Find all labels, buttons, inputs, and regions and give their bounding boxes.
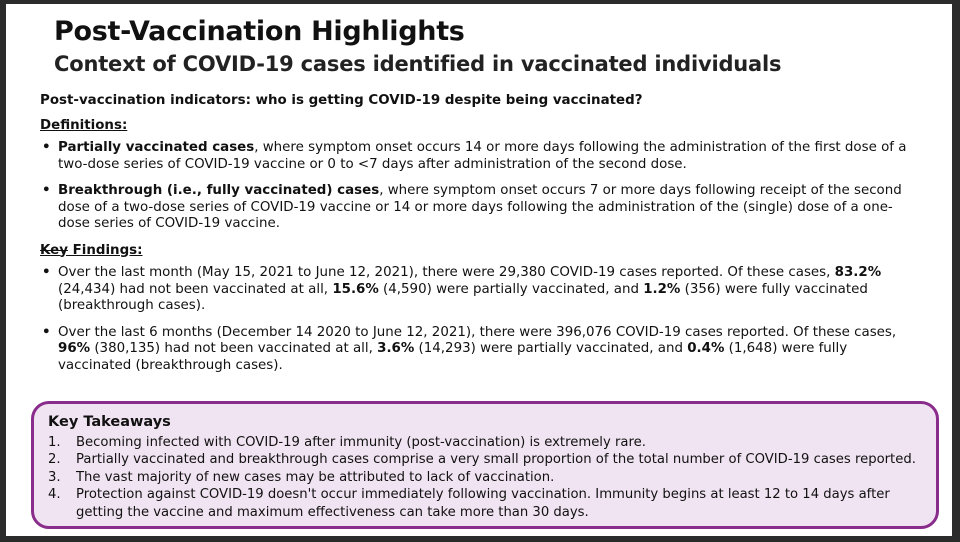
finding-percent: 15.6%: [332, 281, 379, 297]
item-number: 4.: [48, 487, 61, 502]
findings-list: [40, 265, 920, 374]
finding-percent: 83.2%: [834, 265, 882, 280]
main-content: [40, 93, 920, 384]
takeaways-list: [48, 434, 922, 522]
definitions-heading: Definitions:: [40, 117, 128, 133]
takeaway-text: Protection against COVID-19 doesn't occur immediately following vaccination. Immunity begins at least 12 to 14 days after getting the vaccine and maximum effectiveness can take more than 30 days.: [76, 487, 890, 520]
finding-text: (24,434) had not been vaccinated at all,: [58, 281, 333, 297]
definition-term: Breakthrough (i.e., fully vaccinated) cases: [58, 183, 380, 198]
item-number: 1.: [48, 434, 61, 450]
list-item: [48, 434, 922, 452]
definitions-list: [40, 140, 920, 233]
item-number: 3.: [48, 469, 61, 485]
takeaways-heading: Key Takeaways: [48, 414, 171, 430]
bullet-icon: •: [42, 265, 51, 280]
finding-percent: 0.4%: [687, 341, 725, 356]
finding-intro: Over the last 6 months (December 14 2020 to June 12, 2021), there were 396,076 COVID-19 cases reported. Of these cases,: [58, 324, 897, 340]
bullet-icon: •: [42, 140, 51, 155]
bullet-icon: •: [42, 183, 51, 198]
list-item: [48, 451, 922, 469]
takeaway-text: Becoming infected with COVID-19 after immunity (post-vaccination) is extremely rare.: [76, 434, 646, 450]
finding-text: (4,590) were partially vaccinated, and: [378, 281, 644, 297]
finding-percent: 3.6%: [377, 341, 415, 356]
finding-text: (1,648) were fully vaccinated (breakthrough cases).: [58, 341, 848, 373]
finding-percent: 1.2%: [643, 281, 681, 297]
slide: [6, 4, 952, 536]
definition-text: , where symptom onset occurs 7 or more days following receipt of the second dose of a two-dose series of COVID-19 vaccine or 14 or more days following the administration of the (single) dose of a one-dose series of COVID-19 vaccine.: [58, 183, 902, 231]
list-item: [40, 183, 920, 233]
finding-percent: 96%: [58, 341, 91, 356]
finding-intro: Over the last month (May 15, 2021 to June 12, 2021), there were 29,380 COVID-19 cases reported. Of these cases,: [58, 265, 835, 280]
page-subtitle: Context of COVID-19 cases identified in vaccinated individuals: [54, 52, 782, 76]
page-title: Post-Vaccination Highlights: [54, 16, 465, 47]
finding-text: (380,135) had not been vaccinated at all,: [90, 341, 378, 356]
list-item: [40, 265, 920, 315]
item-number: 2.: [48, 452, 61, 467]
takeaway-text: Partially vaccinated and breakthrough cases comprise a very small proportion of the total number of COVID-19 cases reported.: [76, 452, 916, 467]
takeaway-text: The vast majority of new cases may be attributed to lack of vaccination.: [76, 469, 555, 485]
definition-term: Partially vaccinated cases: [58, 140, 255, 155]
bullet-icon: •: [42, 324, 51, 340]
key-takeaways-box: [31, 401, 939, 529]
findings-heading-struck: Key: [40, 242, 68, 258]
question-heading: Post-vaccination indicators: who is getting COVID-19 despite being vaccinated?: [40, 93, 643, 108]
finding-text: (14,293) were partially vaccinated, and: [414, 341, 688, 356]
list-item: [40, 140, 920, 173]
findings-heading: [40, 243, 920, 260]
definition-text: , where symptom onset occurs 14 or more days following the administration of the first dose of a two-dose series of COVID-19 vaccine or 0 to <7 days after administration of the second dose.: [58, 140, 907, 172]
list-item: [48, 469, 922, 487]
findings-heading-rest: Findings:: [67, 242, 143, 258]
finding-text: (356) were fully vaccinated (breakthrough cases).: [58, 281, 868, 313]
list-item: [40, 325, 920, 375]
list-item: [48, 486, 922, 521]
